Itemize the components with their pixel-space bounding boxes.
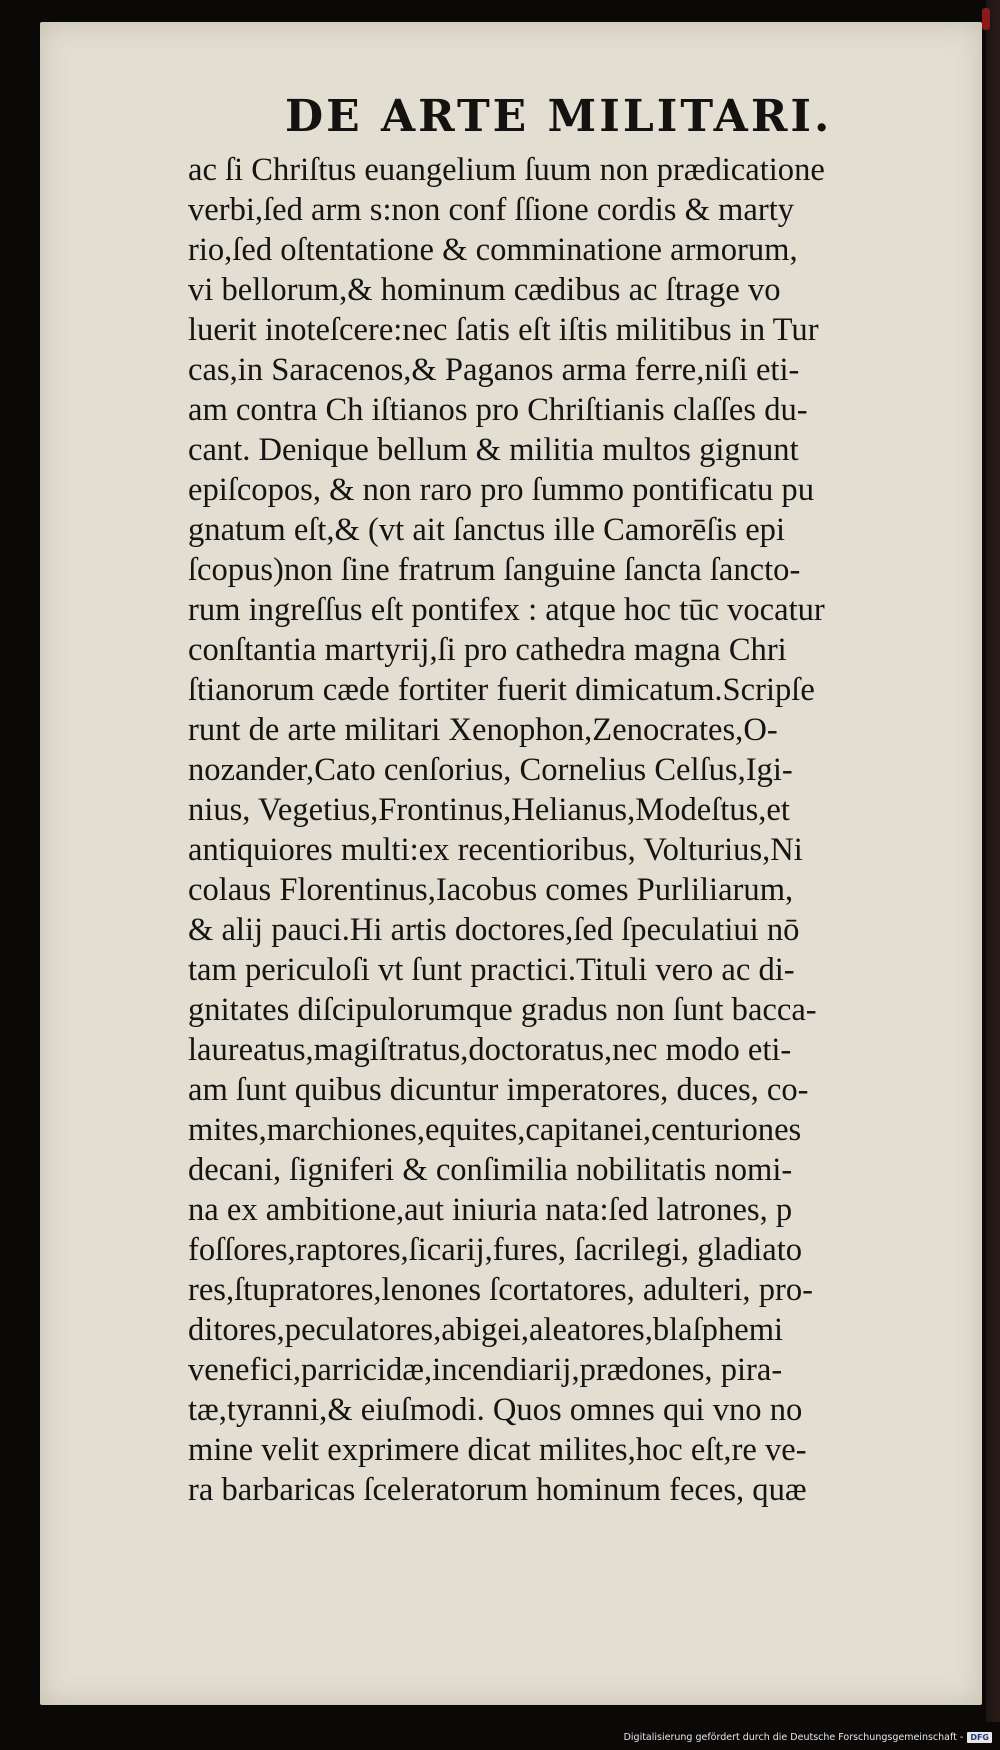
next-page-edge	[986, 0, 1000, 1722]
text-line: mine velit exprimere dicat milites,hoc eſt,re ve-	[188, 1432, 807, 1468]
text-line: & alij pauci.Hi artis doctores,ſed ſpeculatiui nō	[188, 912, 800, 948]
text-line: runt de arte militari Xenophon,Zenocrates,O-	[188, 712, 778, 748]
text-line: nozander,Cato cenſorius, Cornelius Celſus,Igi-	[188, 752, 793, 788]
text-line: tæ,tyranni,& eiuſmodi. Quos omnes qui vno no	[188, 1392, 803, 1428]
text-line: foſſores,raptores,ſicarij,fures, ſacrilegi, gladiato	[188, 1232, 803, 1268]
text-line: laureatus,magiſtratus,doctoratus,nec modo eti-	[188, 1032, 792, 1068]
text-line: ſtianorum cæde fortiter fuerit dimicatum.Scripſe	[188, 672, 815, 708]
text-line: ditores,peculatores,abigei,aleatores,blaſphemi	[188, 1312, 784, 1348]
text-line: ſcopus)non ſine fratrum ſanguine ſancta ſancto-	[188, 552, 801, 588]
text-line: epiſcopos, & non raro pro ſummo pontificatu pu	[188, 472, 814, 508]
text-line: am ſunt quibus dicuntur imperatores, duces, co-	[188, 1072, 809, 1108]
text-line: rio,ſed oſtentatione & comminatione armorum,	[188, 232, 798, 268]
text-line: gnatum eſt,& (vt ait ſanctus ille Camorēſis epi	[188, 512, 786, 548]
dfg-logo-icon: DFG	[967, 1732, 992, 1743]
text-line: antiquiores multi:ex recentioribus, Volturius,Ni	[188, 832, 803, 868]
text-line: am contra Ch iſtianos pro Chriſtianis claſſes du-	[188, 392, 808, 428]
text-line: rum ingreſſus eſt pontifex : atque hoc tūc vocatur	[188, 592, 825, 628]
bookmark-mark	[982, 8, 990, 30]
text-line: cas,in Saracenos,& Paganos arma ferre,niſi eti-	[188, 352, 800, 388]
text-line: na ex ambitione,aut iniuria nata:ſed latrones, p	[188, 1192, 793, 1228]
digitization-credit	[624, 1732, 992, 1743]
page-body-text	[188, 150, 978, 1510]
text-line: nius, Vegetius,Frontinus,Helianus,Modeſtus,et	[188, 792, 790, 828]
text-line: verbi,ſed arm s:non conf ſſione cordis & marty	[188, 192, 795, 228]
text-line: res,ſtupratores,lenones ſcortatores, adulteri, pro-	[188, 1272, 813, 1308]
text-line: decani, ſigniferi & conſimilia nobilitatis nomi-	[188, 1152, 793, 1188]
text-line: ac ſi Chriſtus euangelium ſuum non prædicatione	[188, 152, 825, 188]
text-line: ra barbaricas ſceleratorum hominum feces, quæ	[188, 1472, 807, 1508]
text-line: conſtantia martyrij,ſi pro cathedra magna Chri	[188, 632, 787, 668]
text-line: gnitates diſcipulorumque gradus non ſunt bacca-	[188, 992, 817, 1028]
text-line: vi bellorum,& hominum cædibus ac ſtrage vo	[188, 272, 781, 308]
text-line: luerit inoteſcere:nec ſatis eſt iſtis militibus in Tur	[188, 312, 819, 348]
text-line: colaus Florentinus,Iacobus comes Purliliarum,	[188, 872, 794, 908]
text-line: venefici,parricidæ,incendiarij,prædones, pira-	[188, 1352, 783, 1388]
text-line: tam periculoſi vt ſunt practici.Tituli vero ac di-	[188, 952, 795, 988]
text-line: cant. Denique bellum & militia multos gignunt	[188, 432, 799, 468]
running-header: DE ARTE MILITARI.	[285, 91, 833, 142]
credit-text: Digitalisierung gefördert durch die Deutsche Forschungsgemeinschaft -	[623, 1732, 964, 1743]
text-line: mites,marchiones,equites,capitanei,centuriones	[188, 1112, 802, 1148]
